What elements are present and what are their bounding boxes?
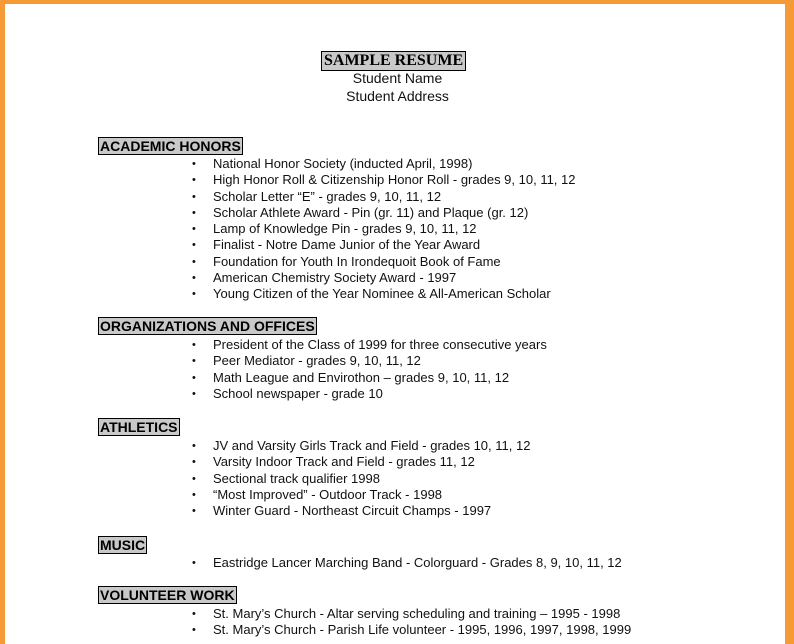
bullet-icon: • — [192, 239, 196, 252]
bullet-icon: • — [192, 272, 196, 285]
bullet-icon: • — [192, 255, 196, 268]
bullet-icon: • — [192, 288, 196, 301]
bullet-icon: • — [192, 371, 196, 384]
bullet-icon: • — [192, 206, 196, 219]
bullet-icon: • — [192, 339, 196, 351]
page-title: SAMPLE RESUME — [321, 51, 466, 71]
section-heading-volunteer: VOLUNTEER WORK — [100, 587, 235, 603]
bullet-icon: • — [192, 440, 196, 452]
bullet-icon: • — [192, 472, 196, 485]
bullet-icon: • — [192, 174, 196, 187]
student-name: Student Name — [352, 70, 443, 86]
bullet-icon: • — [192, 488, 196, 501]
section-heading-athletics: ATHLETICS — [100, 419, 178, 435]
section-heading-music: MUSIC — [100, 537, 146, 553]
bullet-icon: • — [192, 158, 196, 170]
bullet-icon: • — [192, 190, 196, 203]
student-address: Student Address — [346, 88, 449, 104]
bullet-icon: • — [192, 557, 196, 569]
section-heading-organizations: ORGANIZATIONS AND OFFICES — [100, 318, 315, 334]
bullet-icon: • — [192, 223, 196, 236]
bullet-icon: • — [192, 387, 196, 400]
bullet-icon: • — [192, 456, 196, 469]
section-heading-academic-honors: ACADEMIC HONORS — [100, 138, 241, 154]
bullet-icon: • — [192, 624, 196, 637]
bullet-icon: • — [192, 505, 196, 518]
resume-page: SAMPLE RESUME Student Name Student Address ACADEMIC HONORS • National Honor Society (inducted April, 1998) • High Honor Roll & Citizenship Honor Roll - grades 9, 10, 11, 12 • Scholar Letter “E” - grades 9, 10, 11, 12 • Scholar Athlete Award - Pin (gr. 11) and Plaque (gr. 12) • Lamp of Knowledge Pin - grades 9, 10, 11, 12 • Finalist - Notre Dame Junior of the Year Award • Foundation for Youth In Irondequoit Book of Fame • American Chemistry Society Award - 1997 • Young Citizen of the Year Nominee & All-American Scholar ORGANIZATIONS AND OFFICES • President of the Class of 1999 for three consecutive years • Peer Mediator - grades 9, 10, 11, 12 • Math League and Envirothon – grades 9, 10, 11, 12 • School newspaper - grade 10 ATHLETICS • JV and Varsity Girls Track and Field - grades 10, 11, 12 • Varsity Indoor Track and Field - grades 11, 12 • Sectional track qualifier 1998 • “Most Improved” - Outdoor Track - 1998 • Winter Guard - Northeast Circuit Champs - 1997 MUSIC • Eastridge Lancer Marching Band - Colorguard - Grades 8, 9, 10, 11, 12 VOLUNTEER WORK • St. Mary’s Church - Altar serving scheduling and training – 1995 - 1998 • St. Mary’s Church - Parish Life volunteer - 1995, 1996, 1997, 1998, 1999 — [5, 4, 785, 644]
bullet-icon: • — [192, 355, 196, 368]
bullet-icon: • — [192, 608, 196, 620]
